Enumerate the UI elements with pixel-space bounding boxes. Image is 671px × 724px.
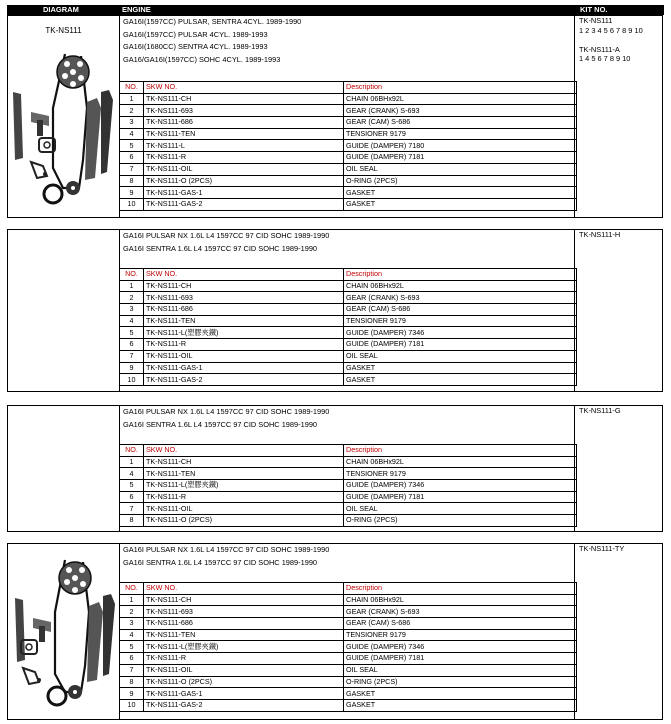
parts-table [119,444,577,527]
engine-header: ENGINE [122,5,151,14]
engine-list [123,544,329,569]
kit-block-0 [7,15,663,218]
table-row: 9 TK-NS111-GAS-1 GASKET [120,362,577,374]
kit-list [579,544,624,554]
kit-list [579,16,643,64]
diagram-cell [8,16,120,217]
kit-line: TK-NS111-H [579,230,621,239]
timing-chain-diagram [9,48,117,218]
table-row: 4 TK-NS111-TEN TENSIONER 9179 [120,315,577,327]
engine-line: GA16I(1680CC) SENTRA 4CYL. 1989-1993 [123,42,268,51]
table-row: 3 TK-NS111-686 GEAR (CAM) S-686 [120,117,577,129]
table-row: 5 TK-NS111-L GUIDE (DAMPER) 7180 [120,140,577,152]
table-row: 9 TK-NS111-GAS-1 GASKET [120,187,577,199]
table-row: 4 TK-NS111-TEN TENSIONER 9179 [120,128,577,140]
kit-no-cell [574,230,662,391]
table-row: 5 TK-NS111-L(塑膠夾鐵) GUIDE (DAMPER) 7346 [120,641,577,653]
table-row: 6 TK-NS111-R GUIDE (DAMPER) 7181 [120,152,577,164]
table-row: 9 TK-NS111-GAS-1 GASKET [120,688,577,700]
table-row: 5 TK-NS111-L(塑膠夾鐵) GUIDE (DAMPER) 7346 [120,327,577,339]
table-row: 6 TK-NS111-R GUIDE (DAMPER) 7181 [120,653,577,665]
parts-table-header: NO. SKW NO. Description [120,583,577,595]
table-row: 6 TK-NS111-R GUIDE (DAMPER) 7181 [120,339,577,351]
table-row: 4 TK-NS111-TEN TENSIONER 9179 [120,468,577,480]
table-row: 7 TK-NS111-OIL OIL SEAL [120,664,577,676]
kit-no-cell [574,16,662,217]
kit-block-3 [7,543,663,720]
kit-line: 1 4 5 6 7 8 9 10 [579,54,631,63]
timing-chain-diagram [9,556,117,716]
engine-list [123,16,301,66]
kit-code: TK-NS111 [45,26,82,35]
table-row: 7 TK-NS111-OIL OIL SEAL [120,163,577,175]
kit-block-1 [7,229,663,392]
kit-line: TK-NS111-G [579,406,621,415]
table-row: 8 TK-NS111-O (2PCS) O-RING (2PCS) [120,676,577,688]
table-row: 6 TK-NS111-R GUIDE (DAMPER) 7181 [120,491,577,503]
table-row: 10 TK-NS111-GAS-2 GASKET [120,374,577,386]
table-row: 7 TK-NS111-OIL OIL SEAL [120,503,577,515]
engine-line: GA16I SENTRA 1.6L L4 1597CC 97 CID SOHC 1989-1990 [123,419,318,429]
engine-line: GA16I PULSAR NX 1.6L L4 1597CC 97 CID SOHC 1989-1990 [123,545,330,554]
engine-line: GA16I(1597CC) PULSAR, SENTRA 4CYL. 1989-1990 [123,17,302,26]
engine-line: GA16I PULSAR NX 1.6L L4 1597CC 97 CID SOHC 1989-1990 [123,231,330,240]
kit-no-cell [574,406,662,531]
parts-table-header: NO. SKW NO. Description [120,269,577,281]
diagram-cell [8,544,120,719]
kit-line: TK-NS111-TY [579,544,625,553]
engine-line: GA16I(1597CC) PULSAR 4CYL. 1989-1993 [123,29,268,39]
table-row: 10 TK-NS111-GAS-2 GASKET [120,699,577,711]
parts-table [119,81,577,211]
table-row: 1 TK-NS111-CH CHAIN 06BHx92L [120,594,577,606]
kit-block-2 [7,405,663,532]
engine-line: GA16I PULSAR NX 1.6L L4 1597CC 97 CID SOHC 1989-1990 [123,407,330,416]
table-row: 4 TK-NS111-TEN TENSIONER 9179 [120,629,577,641]
diagram-header: DIAGRAM [43,5,79,14]
parts-table [119,582,577,712]
kit-line [579,35,643,45]
table-row: 2 TK-NS111-693 GEAR (CRANK) S-693 [120,105,577,117]
engine-line: GA16I SENTRA 1.6L L4 1597CC 97 CID SOHC 1989-1990 [123,243,318,253]
parts-table [119,268,577,386]
kit-line: 1 2 3 4 5 6 7 8 9 10 [579,25,643,35]
kit-no-header: KIT NO. [580,5,608,14]
kit-list [579,406,621,416]
parts-table-header: NO. SKW NO. Description [120,445,577,457]
parts-table-header [120,82,577,94]
kit-line: TK-NS111-A [579,44,620,54]
table-row: 5 TK-NS111-L(塑膠夾鐵) GUIDE (DAMPER) 7346 [120,480,577,492]
diagram-cell [8,406,120,531]
table-row: 1 TK-NS111-CH CHAIN 06BHx92L [120,456,577,468]
table-row: 2 TK-NS111-693 GEAR (CRANK) S-693 [120,606,577,618]
kit-line: TK-NS111 [579,16,613,25]
table-row: 1 TK-NS111-CH CHAIN 06BHx92L [120,93,577,105]
column-header-bar [7,5,664,15]
kit-no-cell [574,544,662,719]
engine-line: GA16I SENTRA 1.6L L4 1597CC 97 CID SOHC 1989-1990 [123,557,318,567]
table-row: 7 TK-NS111-OIL OIL SEAL [120,350,577,362]
kit-list [579,230,620,240]
table-row: 3 TK-NS111-686 GEAR (CAM) S-686 [120,304,577,316]
table-row: 2 TK-NS111-693 GEAR (CRANK) S-693 [120,292,577,304]
no-header: NO. [120,82,144,94]
engine-list [123,230,329,255]
desc-header: Description [344,82,577,94]
engine-list [123,406,329,431]
table-row: 8 TK-NS111-O (2PCS) O-RING (2PCS) [120,175,577,187]
sku-header: SKW NO. [144,82,344,94]
table-row: 10 TK-NS111-GAS-2 GASKET [120,198,577,210]
diagram-cell [8,230,120,391]
engine-line: GA16/GA16I(1597CC) SOHC 4CYL. 1989-1993 [123,54,281,64]
table-row: 3 TK-NS111-686 GEAR (CAM) S-686 [120,618,577,630]
table-row: 8 TK-NS111-O (2PCS) O-RING (2PCS) [120,515,577,527]
table-row: 1 TK-NS111-CH CHAIN 06BHx92L [120,280,577,292]
